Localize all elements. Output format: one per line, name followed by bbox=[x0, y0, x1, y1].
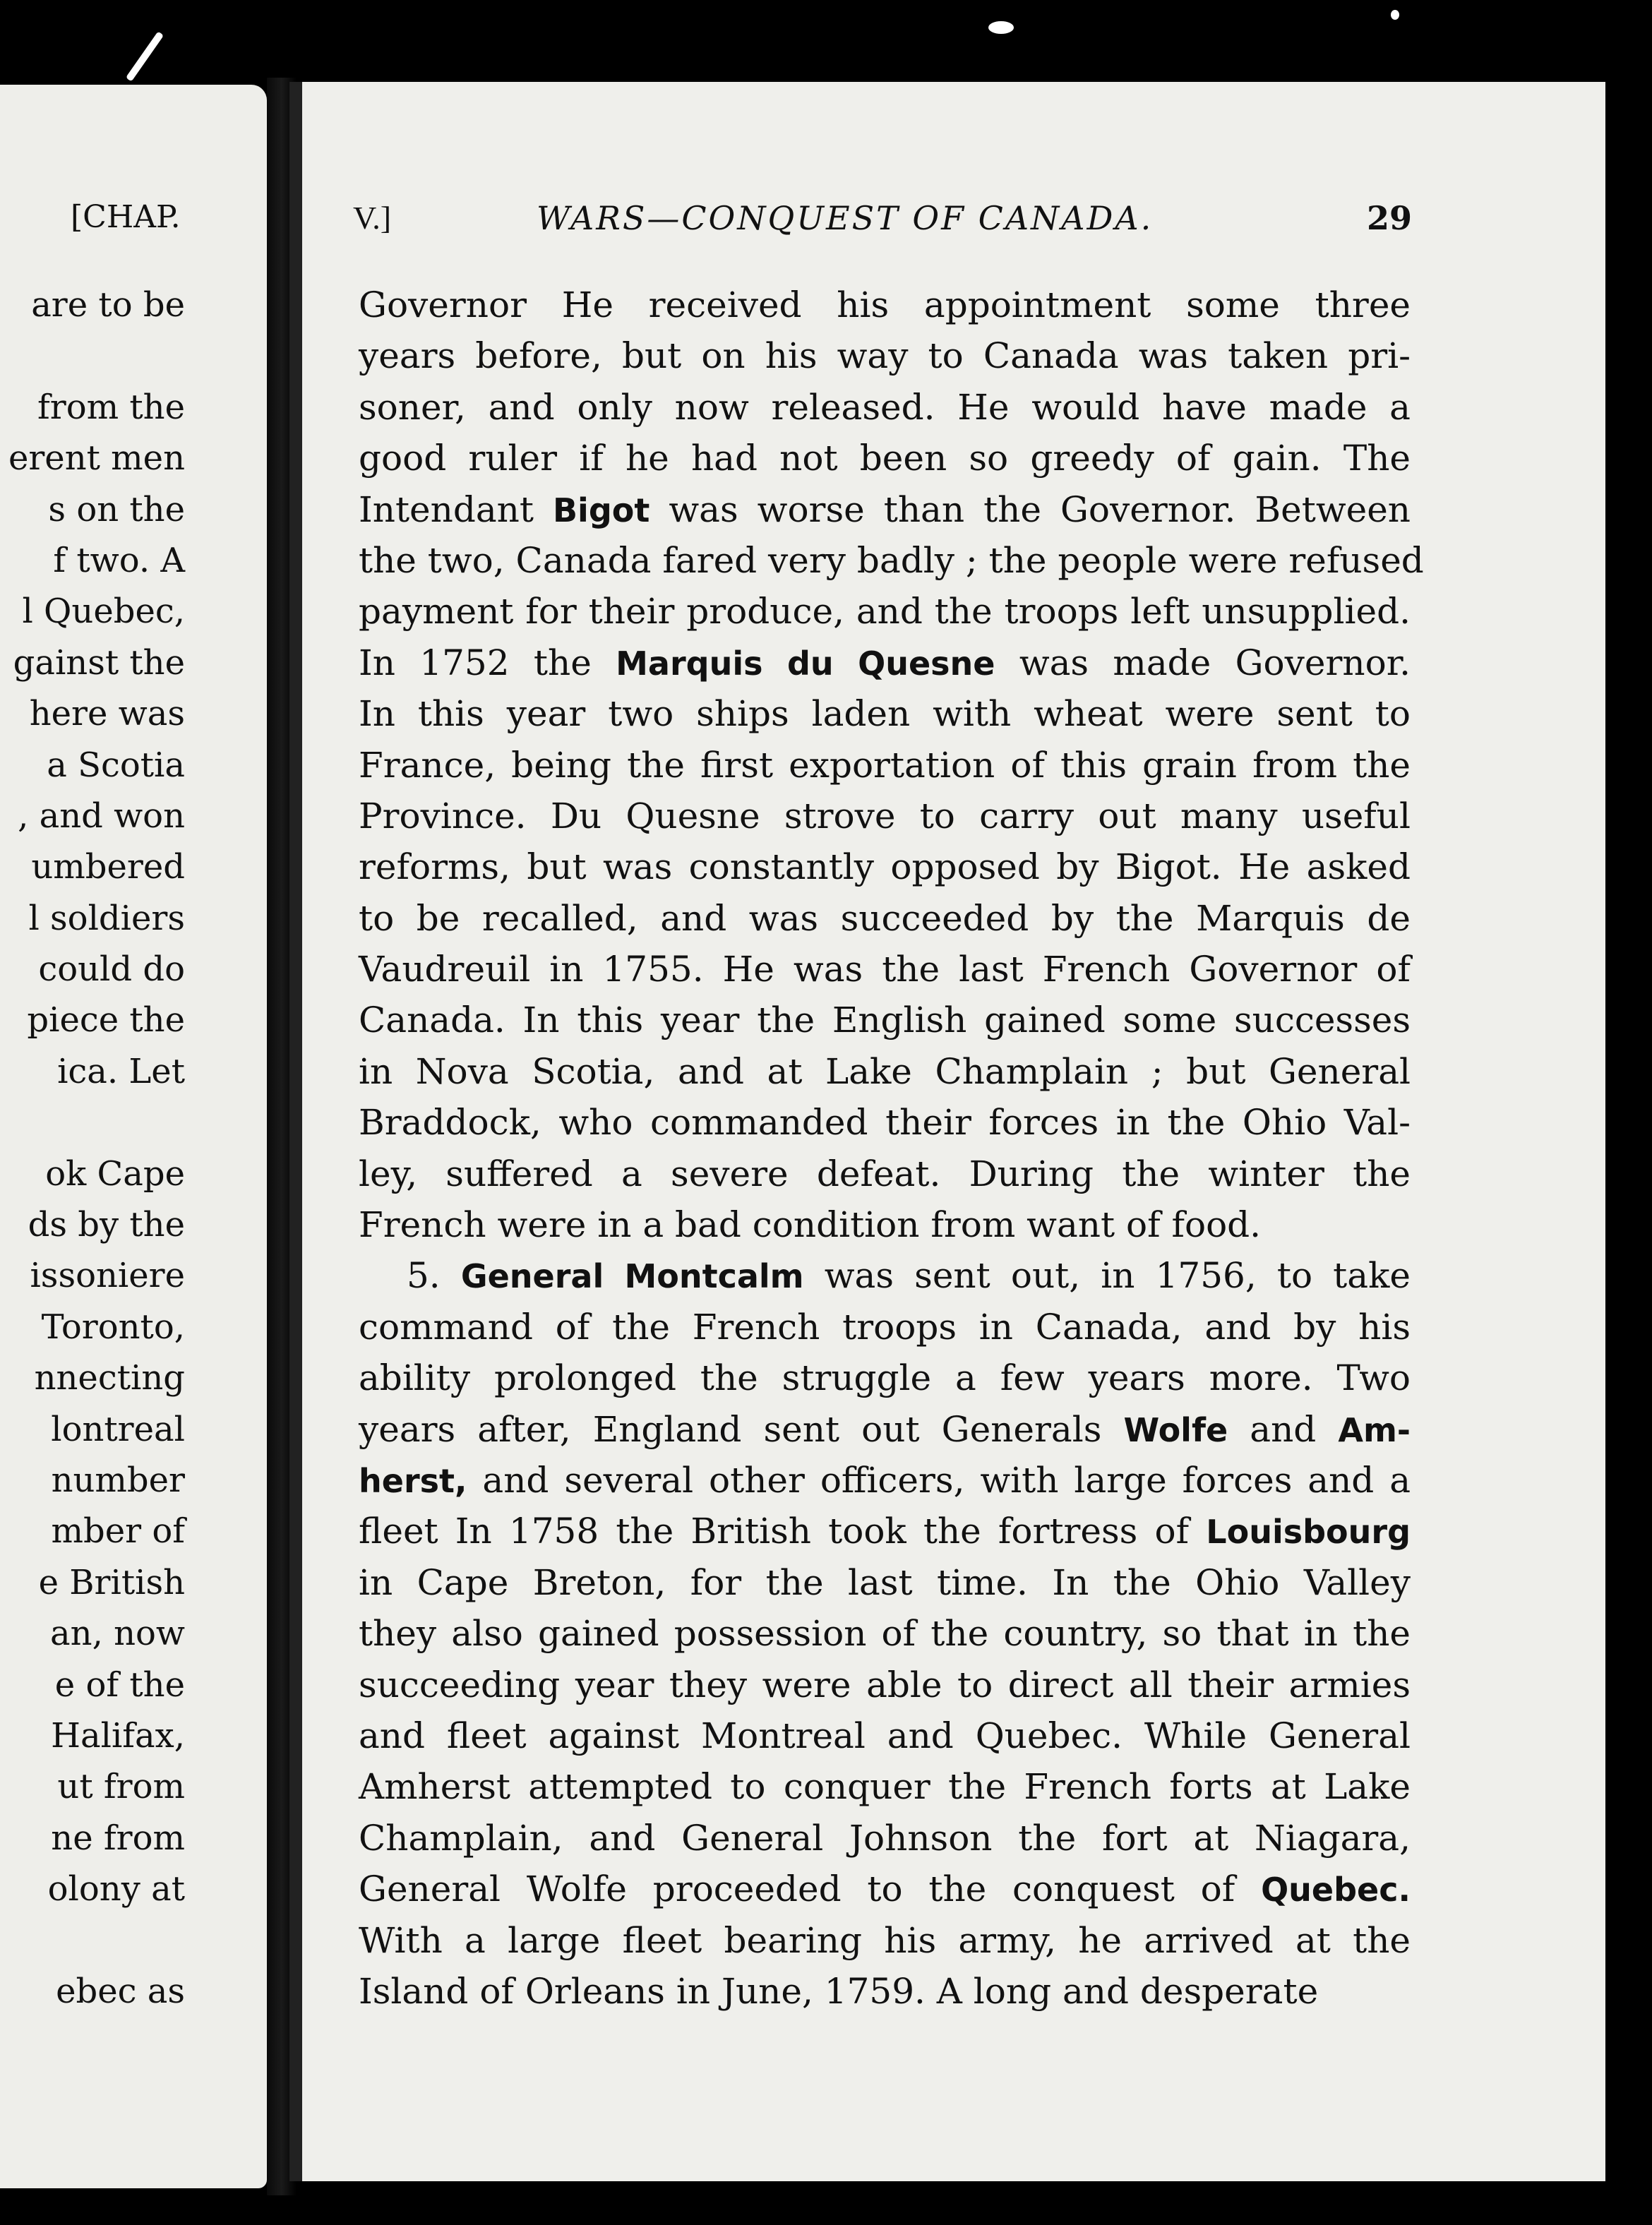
text-run: Intendant bbox=[359, 488, 553, 530]
text-line: Island of Orleans in June, 1759. A long and desperate bbox=[359, 1970, 1319, 2012]
left-page-line: mber of bbox=[51, 1511, 185, 1552]
left-page-line: s on the bbox=[48, 489, 185, 529]
text-line bbox=[359, 1864, 1411, 1914]
text-line: reforms, but was constantly opposed by Bigot. He asked bbox=[359, 846, 1411, 888]
left-page-line bbox=[0, 1097, 185, 1148]
text-run: years after, England sent out Generals bbox=[359, 1408, 1124, 1450]
left-page-line: from the bbox=[37, 387, 185, 427]
running-title: WARS—CONQUEST OF CANADA. bbox=[537, 199, 1154, 237]
text-line bbox=[359, 1404, 1411, 1455]
text-line: years before, but on his way to Canada was taken pri- bbox=[359, 335, 1411, 377]
text-line: the two, Canada fared very badly ; the people were refused bbox=[359, 539, 1424, 581]
dust-speck bbox=[126, 31, 164, 81]
text-line bbox=[359, 1506, 1411, 1557]
text-line: succeeding year they were able to direct all their armies bbox=[359, 1664, 1411, 1705]
left-page-line: Halifax, bbox=[51, 1715, 185, 1756]
text-line: France, being the first exportation of this grain from the bbox=[359, 744, 1411, 786]
text-run: General Wolfe proceeded to the conquest of bbox=[359, 1869, 1262, 1910]
text-run: In 1752 the bbox=[359, 642, 616, 683]
text-line: soner, and only now released. He would have made a bbox=[359, 386, 1411, 428]
text-line: ley, suffered a severe defeat. During the winter the bbox=[359, 1153, 1411, 1194]
text-line: With a large fleet bearing his army, he arrived at the bbox=[359, 1919, 1411, 1961]
left-page-line: e British bbox=[38, 1562, 185, 1602]
left-page-line: number bbox=[51, 1460, 185, 1500]
left-page-line: ok Cape bbox=[45, 1153, 185, 1194]
text-line: Amherst attempted to conquer the French forts at Lake bbox=[359, 1766, 1411, 1808]
text-line: Champlain, and General Johnson the fort at Niagara, bbox=[359, 1817, 1411, 1859]
text-line: to be recalled, and was succeeded by the Marquis de bbox=[359, 897, 1411, 939]
text-line: In this year two ships laden with wheat were sent to bbox=[359, 693, 1411, 735]
dust-speck bbox=[1391, 10, 1399, 20]
left-page-line: gainst the bbox=[13, 642, 185, 683]
text-run: was worse than the Governor. Between bbox=[650, 488, 1411, 530]
text-line: good ruler if he had not been so greedy of gain. The bbox=[359, 438, 1411, 479]
left-page-line: a Scotia bbox=[47, 745, 185, 785]
left-page-line bbox=[0, 1915, 185, 1966]
bold-term: Louisbourg bbox=[1206, 1513, 1411, 1552]
text-line: Province. Du Quesne strove to carry out many useful bbox=[359, 795, 1411, 836]
left-page-line: ds by the bbox=[28, 1205, 185, 1245]
left-page-line: e of the bbox=[54, 1665, 185, 1705]
body-text bbox=[359, 280, 1424, 2017]
left-page-line: l Quebec, bbox=[22, 592, 185, 632]
text-line: French were in a bad condition from want of food. bbox=[359, 1204, 1262, 1246]
left-page-line: ebec as bbox=[56, 1971, 185, 2011]
left-page-line: are to be bbox=[31, 285, 185, 325]
bold-term: Wolfe bbox=[1123, 1410, 1228, 1449]
left-page-text bbox=[0, 280, 185, 2017]
text-run: was sent out, in 1756, to take bbox=[803, 1255, 1411, 1297]
text-run: 5. bbox=[407, 1255, 461, 1297]
left-page-line: could do bbox=[38, 949, 185, 990]
text-line: in Cape Breton, for the last time. In the Ohio Valley bbox=[359, 1561, 1411, 1603]
dust-speck bbox=[988, 21, 1014, 34]
left-page-line: ica. Let bbox=[57, 1051, 185, 1091]
running-header bbox=[353, 199, 1412, 248]
text-line: in Nova Scotia, and at Lake Champlain ; but General bbox=[359, 1050, 1411, 1092]
text-run: and bbox=[1228, 1408, 1339, 1450]
text-line: ability prolonged the struggle a few years more. Two bbox=[359, 1357, 1411, 1399]
left-page-line: erent men bbox=[8, 438, 185, 479]
bold-term: General Montcalm bbox=[460, 1257, 804, 1296]
left-page-line: umbered bbox=[31, 847, 185, 887]
bold-term: herst, bbox=[359, 1461, 467, 1500]
bold-term: Bigot bbox=[552, 491, 650, 529]
text-line: command of the French troops in Canada, and by his bbox=[359, 1306, 1411, 1348]
text-run: fleet In 1758 the British took the fortress of bbox=[359, 1511, 1207, 1552]
text-line: Governor He received his appointment some three bbox=[359, 284, 1411, 325]
left-page-line: an, now bbox=[50, 1614, 185, 1654]
left-page-line: issoniere bbox=[30, 1256, 185, 1296]
text-line: payment for their produce, and the troops left unsupplied. bbox=[359, 591, 1411, 632]
bold-term: Quebec. bbox=[1261, 1871, 1411, 1909]
left-page-line: olony at bbox=[47, 1869, 185, 1909]
text-line bbox=[359, 484, 1411, 535]
text-run: was made Governor. bbox=[995, 642, 1411, 683]
left-page-line: , and won bbox=[18, 796, 185, 836]
left-page-line bbox=[0, 330, 185, 381]
bold-term: Am- bbox=[1338, 1410, 1411, 1449]
text-line: they also gained possession of the country, so that in the bbox=[359, 1613, 1411, 1655]
left-page-line: Toronto, bbox=[41, 1307, 185, 1347]
left-page-line: ne from bbox=[51, 1818, 185, 1858]
text-line bbox=[359, 1455, 1411, 1506]
chapter-marker: V.] bbox=[353, 200, 392, 236]
page-number: 29 bbox=[1366, 199, 1412, 237]
text-line: Vaudreuil in 1755. He was the last French Governor of bbox=[359, 949, 1411, 990]
left-page-line: nnecting bbox=[34, 1358, 185, 1398]
text-run: and several other officers, with large forces and a bbox=[467, 1459, 1411, 1501]
text-line bbox=[359, 637, 1411, 688]
left-page-line: l soldiers bbox=[28, 898, 185, 938]
left-page-line: f two. A bbox=[53, 540, 185, 580]
left-page-header: [CHAP. bbox=[71, 199, 181, 235]
left-page-line: here was bbox=[29, 694, 185, 734]
text-line: Canada. In this year the English gained some successes bbox=[359, 1000, 1411, 1041]
left-page-line: ut from bbox=[57, 1767, 185, 1807]
left-page-line: piece the bbox=[27, 1000, 185, 1040]
text-line: Braddock, who commanded their forces in the Ohio Val- bbox=[359, 1102, 1411, 1144]
text-line bbox=[359, 1250, 1411, 1301]
text-line: and fleet against Montreal and Quebec. While General bbox=[359, 1715, 1411, 1756]
bold-term: Marquis du Quesne bbox=[616, 644, 995, 683]
left-page-line: lontreal bbox=[51, 1409, 185, 1449]
